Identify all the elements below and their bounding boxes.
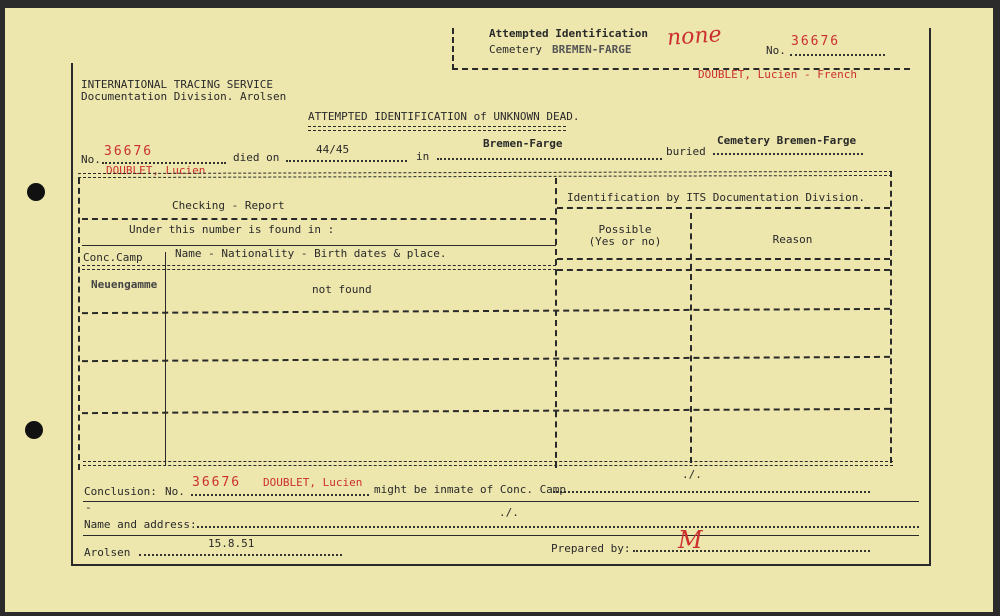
table-row-line-3 bbox=[82, 408, 890, 416]
footer-place: Arolsen bbox=[84, 546, 131, 559]
record-in-label: in bbox=[416, 150, 430, 163]
form-title: ATTEMPTED IDENTIFICATION of UNKNOWN DEAD. bbox=[308, 110, 580, 123]
table-row-line-2 bbox=[82, 356, 890, 364]
col-reason-header: Reason bbox=[772, 233, 813, 246]
conclusion-mark: ./. bbox=[682, 468, 702, 481]
address-mark: ./. bbox=[499, 506, 519, 519]
org-line-1: INTERNATIONAL TRACING SERVICE bbox=[81, 78, 274, 91]
header-box-no-value: 36676 bbox=[791, 34, 841, 49]
col-camp-header: Conc.Camp bbox=[83, 251, 143, 264]
row1-camp: Neuengamme bbox=[91, 278, 158, 291]
handwritten-none: none bbox=[666, 22, 723, 51]
found-header: Under this number is found in : bbox=[129, 223, 335, 236]
table-top-border bbox=[78, 171, 892, 178]
address-label: Name and address: bbox=[84, 518, 197, 531]
header-box-cemetery-value: BREMEN-FARGE bbox=[552, 43, 632, 56]
footer-date: 15.8.51 bbox=[208, 537, 255, 550]
prepared-mark: M bbox=[678, 526, 703, 554]
conclusion-name-value: DOUBLET, Lucien bbox=[263, 476, 363, 489]
record-buried-label: buried bbox=[666, 145, 706, 158]
checking-header: Checking - Report bbox=[172, 199, 285, 212]
punch-hole-top bbox=[27, 183, 45, 201]
conclusion-no-label: No. bbox=[165, 485, 185, 498]
record-died-value: 44/45 bbox=[316, 143, 350, 156]
document-card bbox=[5, 8, 993, 612]
org-line-2: Documentation Division. Arolsen bbox=[81, 90, 287, 103]
table-bottom-border bbox=[83, 461, 893, 466]
conclusion-no-value: 36676 bbox=[192, 475, 242, 490]
conclusion-text: might be inmate of Conc. Camp bbox=[374, 483, 567, 496]
conclusion-label: Conclusion: bbox=[84, 485, 157, 498]
record-name-value: DOUBLET, Lucien bbox=[106, 164, 206, 177]
col-possible-header-1: Possible bbox=[598, 223, 652, 236]
record-died-label: died on bbox=[233, 151, 280, 164]
punch-hole-bottom bbox=[25, 421, 43, 439]
header-box-title: Attempted Identification bbox=[489, 27, 648, 40]
record-buried-value: Cemetery Bremen-Farge bbox=[717, 134, 857, 147]
header-box-no-label: No. bbox=[766, 44, 786, 57]
table-row-line-1 bbox=[82, 308, 890, 316]
header-box-cemetery-label: Cemetery bbox=[489, 43, 542, 56]
person-name-line: DOUBLET, Lucien - French bbox=[698, 68, 857, 81]
record-no-value: 36676 bbox=[104, 144, 154, 159]
ident-header: Identification by ITS Documentation Division. bbox=[567, 191, 866, 204]
col-possible-header-2: (Yes or no) bbox=[588, 235, 662, 248]
col-name-header: Name - Nationality - Birth dates & place. bbox=[175, 247, 447, 260]
record-no-label: No. bbox=[81, 153, 101, 166]
prepared-label: Prepared by: bbox=[551, 542, 631, 555]
row1-name: not found bbox=[312, 283, 372, 296]
record-in-value: Bremen-Farge bbox=[483, 137, 563, 150]
dash-mark: - bbox=[85, 501, 92, 514]
